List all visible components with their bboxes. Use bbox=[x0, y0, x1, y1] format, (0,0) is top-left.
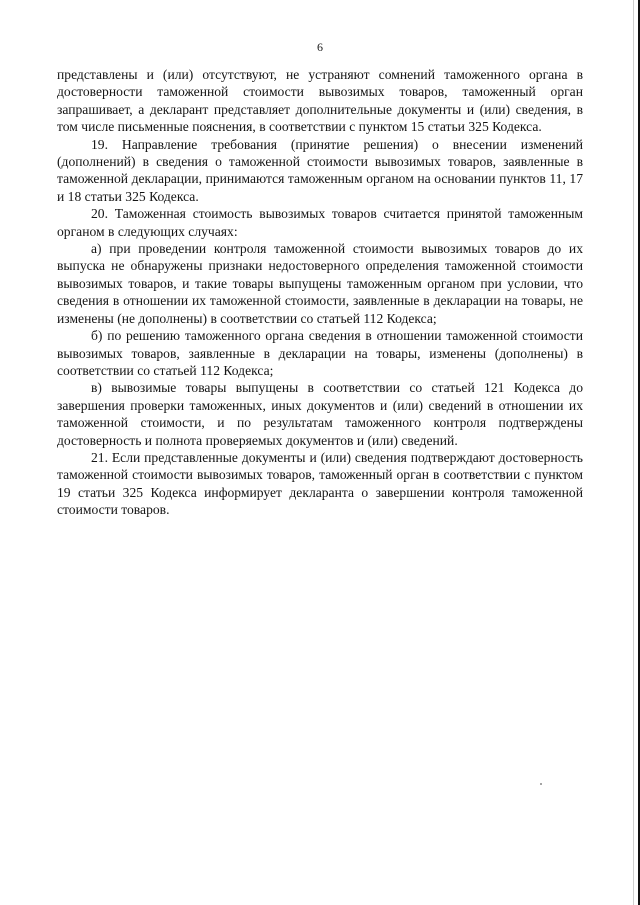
scan-edge-shadow bbox=[633, 0, 634, 905]
paragraph-continuation: представлены и (или) отсутствуют, не устраняют сомнений таможенного органа в достоверности таможенной стоимости вывозимых товаров, таможенный орган запрашивает, а декларант представляет дополнительные документы и (или) сведения, в том числе письменные пояснения, в соответствии с пунктом 15 статьи 325 Кодекса. bbox=[57, 67, 583, 135]
scan-speck bbox=[540, 783, 542, 785]
paragraph-20-b: б) по решению таможенного органа сведения в отношении таможенной стоимости вывозимых товаров, заявленные в декларации на товары, изменены (дополнены) в соответствии со статьей 112 Кодекса; bbox=[57, 328, 583, 378]
paragraph-20: 20. Таможенная стоимость вывозимых товаров считается принятой таможенным органом в следующих случаях: bbox=[57, 206, 583, 239]
paragraph-20-v: в) вывозимые товары выпущены в соответствии со статьей 121 Кодекса до завершения проверки таможенных, иных документов и (или) сведений в отношении их таможенной стоимости, и по результатам таможенного контроля подтверждены достоверность и полнота проверяемых документов и (или) сведений. bbox=[57, 380, 583, 448]
paragraph-19: 19. Направление требования (принятие решения) о внесении изменений (дополнений) в сведения о таможенной стоимости вывозимых товаров, заявленные в таможенной декларации, принимаются таможенным органом на основании пунктов 11, 17 и 18 статьи 325 Кодекса. bbox=[57, 136, 583, 204]
paragraph-20-a: а) при проведении контроля таможенной стоимости вывозимых товаров до их выпуска не обнаружены признаки недостоверного определения таможенной стоимости вывозимых товаров, и такие товары выпущены таможенным органом при условии, что сведения в отношении их таможенной стоимости, заявленные в декларации на товары, не изменены (не дополнены) в соответствии со статьей 112 Кодекса; bbox=[57, 241, 583, 326]
paragraph-21: 21. Если представленные документы и (или) сведения подтверждают достоверность таможенной стоимости вывозимых товаров, таможенный орган в соответствии с пунктом 19 статьи 325 Кодекса информирует декларанта о завершении контроля таможенной стоимости товаров. bbox=[57, 449, 583, 518]
document-body bbox=[57, 66, 583, 519]
page-number: 6 bbox=[317, 40, 323, 54]
